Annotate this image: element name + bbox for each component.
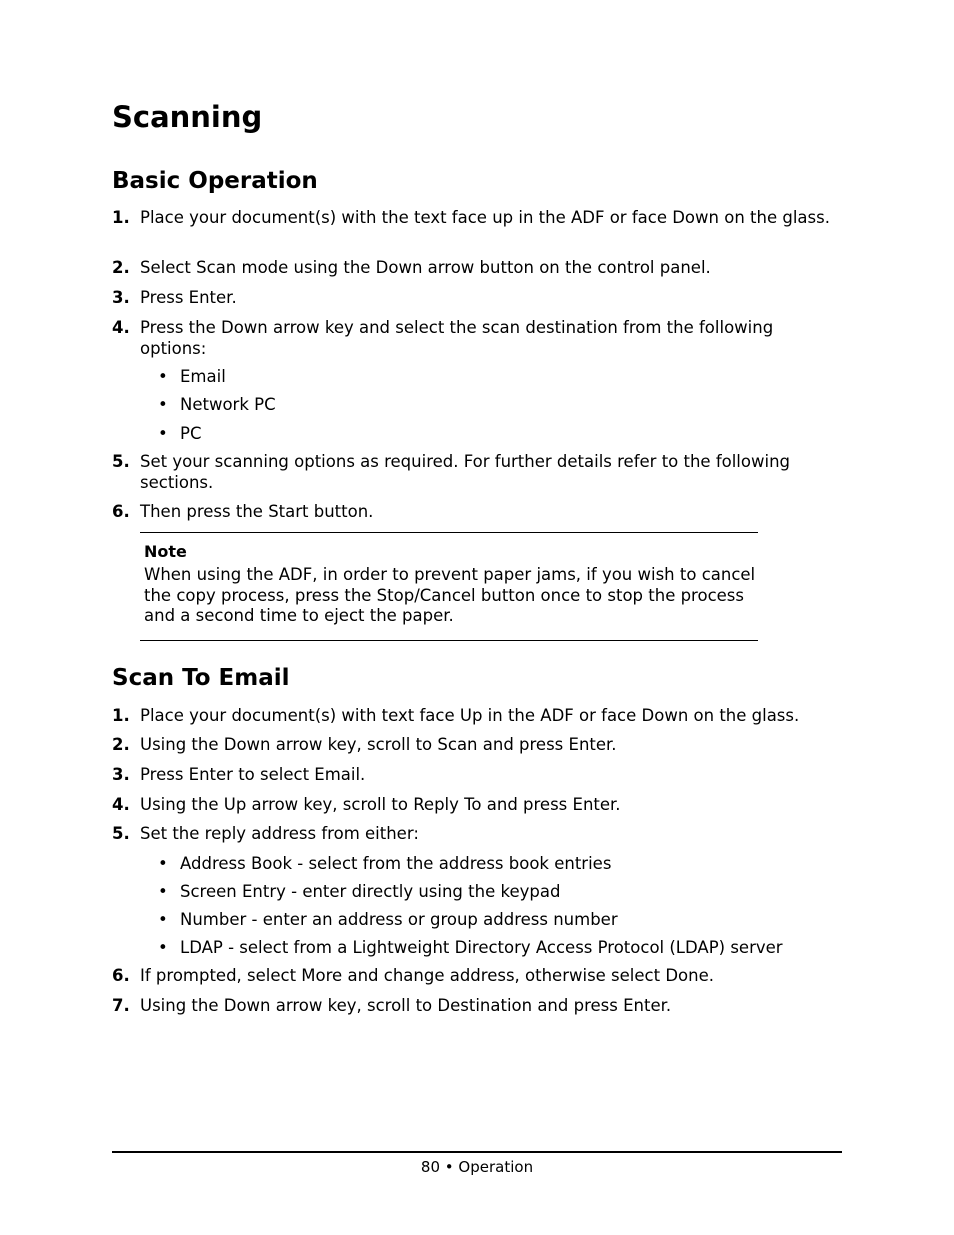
bullet-item: [158, 367, 226, 388]
page-number: 80: [420, 1158, 440, 1176]
bullet-text: LDAP - select from a Lightweight Directory Access Protocol (LDAP) server: [180, 938, 783, 957]
list-item: [112, 765, 842, 786]
bullet-text: Email: [180, 367, 226, 386]
list-item: [112, 966, 842, 987]
list-item: [112, 288, 842, 309]
step-number: 3.: [112, 288, 130, 307]
bullet-icon: •: [158, 424, 168, 443]
bullet-text: Address Book - select from the address book entries: [180, 854, 612, 873]
bullet-icon: •: [158, 367, 168, 386]
bullet-text: Number - enter an address or group address number: [180, 910, 618, 929]
list-item: [112, 706, 870, 727]
step-text: Using the Down arrow key, scroll to Scan and press Enter.: [140, 735, 617, 754]
step-text: Place your document(s) with the text face up in the ADF or face Down on the glass.: [140, 208, 830, 227]
step-text: Set your scanning options as required. For further details refer to the following sections.: [140, 452, 791, 492]
step-number: 6.: [112, 502, 130, 521]
step-number: 2.: [112, 258, 130, 277]
section-heading-scan-to-email: Scan To Email: [112, 665, 290, 691]
list-item: [112, 996, 842, 1017]
bullet-item: [158, 882, 560, 903]
list-item: [112, 735, 842, 756]
bullet-icon: •: [158, 938, 168, 957]
step-number: 5.: [112, 824, 130, 843]
list-item: [112, 452, 842, 493]
page-title: Scanning: [112, 100, 263, 134]
section-heading-basic-operation: Basic Operation: [112, 168, 318, 194]
step-text: Using the Up arrow key, scroll to Reply To and press Enter.: [140, 795, 621, 814]
list-item: [112, 795, 842, 816]
step-number: 4.: [112, 795, 130, 814]
step-text: If prompted, select More and change address, otherwise select Done.: [140, 966, 714, 985]
bullet-icon: •: [158, 882, 168, 901]
list-item: [112, 258, 842, 279]
bullet-item: [158, 424, 201, 445]
step-number: 7.: [112, 996, 130, 1015]
step-number: 3.: [112, 765, 130, 784]
list-item: [112, 824, 842, 845]
step-text: Place your document(s) with text face Up in the ADF or face Down on the glass.: [140, 706, 800, 725]
step-number: 2.: [112, 735, 130, 754]
step-text: Press the Down arrow key and select the scan destination from the following options:: [140, 318, 774, 358]
step-number: 6.: [112, 966, 130, 985]
step-number: 1.: [112, 706, 130, 725]
list-item: [112, 208, 842, 229]
bullet-item: [158, 854, 611, 875]
note-box: [140, 532, 758, 641]
step-text: Then press the Start button.: [140, 502, 374, 521]
bullet-icon: •: [158, 854, 168, 873]
footer-rule: [112, 1151, 842, 1153]
bullet-text: Screen Entry - enter directly using the keypad: [180, 882, 561, 901]
bullet-text: Network PC: [180, 395, 276, 414]
list-item: [112, 502, 842, 523]
bullet-text: PC: [180, 424, 202, 443]
step-text: Using the Down arrow key, scroll to Destination and press Enter.: [140, 996, 672, 1015]
bullet-item: [158, 395, 276, 416]
bullet-item: [158, 938, 783, 959]
bullet-icon: •: [158, 910, 168, 929]
step-text: Set the reply address from either:: [140, 824, 419, 843]
step-text: Press Enter to select Email.: [140, 765, 366, 784]
bullet-item: [158, 910, 618, 931]
step-number: 4.: [112, 318, 130, 337]
page-footer: [0, 1158, 954, 1176]
note-title: Note: [144, 542, 187, 561]
step-number: 1.: [112, 208, 130, 227]
footer-section: Operation: [458, 1158, 534, 1176]
bullet-icon: •: [158, 395, 168, 414]
note-text: When using the ADF, in order to prevent paper jams, if you wish to cancel the copy process, press the Stop/Cancel button once to stop the process and a second time to eject the paper.: [144, 565, 756, 626]
list-item: [112, 318, 842, 359]
step-number: 5.: [112, 452, 130, 471]
step-text: Select Scan mode using the Down arrow button on the control panel.: [140, 258, 711, 277]
footer-separator: •: [444, 1158, 454, 1176]
step-text: Press Enter.: [140, 288, 237, 307]
